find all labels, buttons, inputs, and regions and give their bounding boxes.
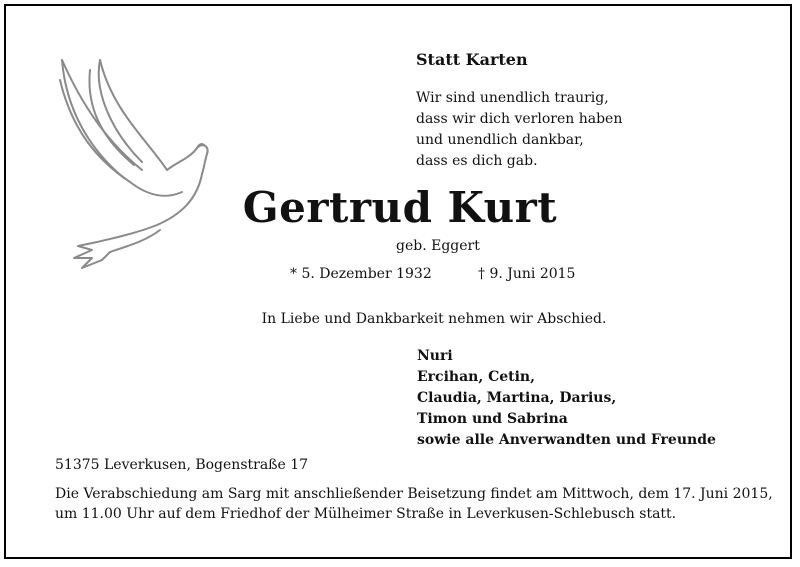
poem-line: und unendlich dankbar,: [416, 132, 584, 148]
address: 51375 Leverkusen, Bogenstraße 17: [55, 457, 309, 473]
statt-karten-heading: Statt Karten: [416, 50, 528, 69]
poem: [416, 88, 622, 172]
deceased-name: Gertrud Kurt: [242, 183, 558, 232]
poem-line: dass wir dich verloren haben: [416, 111, 623, 127]
mourner-line: Nuri: [417, 348, 453, 364]
service-line: um 11.00 Uhr auf dem Friedhof der Mülheimer Straße in Leverkusen-Schlebusch statt.: [55, 506, 677, 522]
service-line: Die Verabschiedung am Sarg mit anschließender Beisetzung findet am Mittwoch, dem 17. Juni 2015,: [55, 486, 773, 502]
mourner-line: Ercihan, Cetin,: [417, 369, 535, 385]
mourner-line: sowie alle Anverwandten und Freunde: [417, 432, 716, 448]
mourners-list: [417, 346, 716, 451]
dove-icon: [52, 50, 222, 275]
service-details: [55, 484, 773, 524]
death-date: † 9. Juni 2015: [478, 266, 576, 282]
birth-date: * 5. Dezember 1932: [290, 266, 432, 282]
maiden-name: geb. Eggert: [396, 238, 480, 254]
mourner-line: Timon und Sabrina: [417, 411, 568, 427]
mourner-line: Claudia, Martina, Darius,: [417, 390, 617, 406]
poem-line: dass es dich gab.: [416, 153, 538, 169]
poem-line: Wir sind unendlich traurig,: [416, 90, 609, 106]
farewell-text: In Liebe und Dankbarkeit nehmen wir Abschied.: [261, 311, 607, 327]
